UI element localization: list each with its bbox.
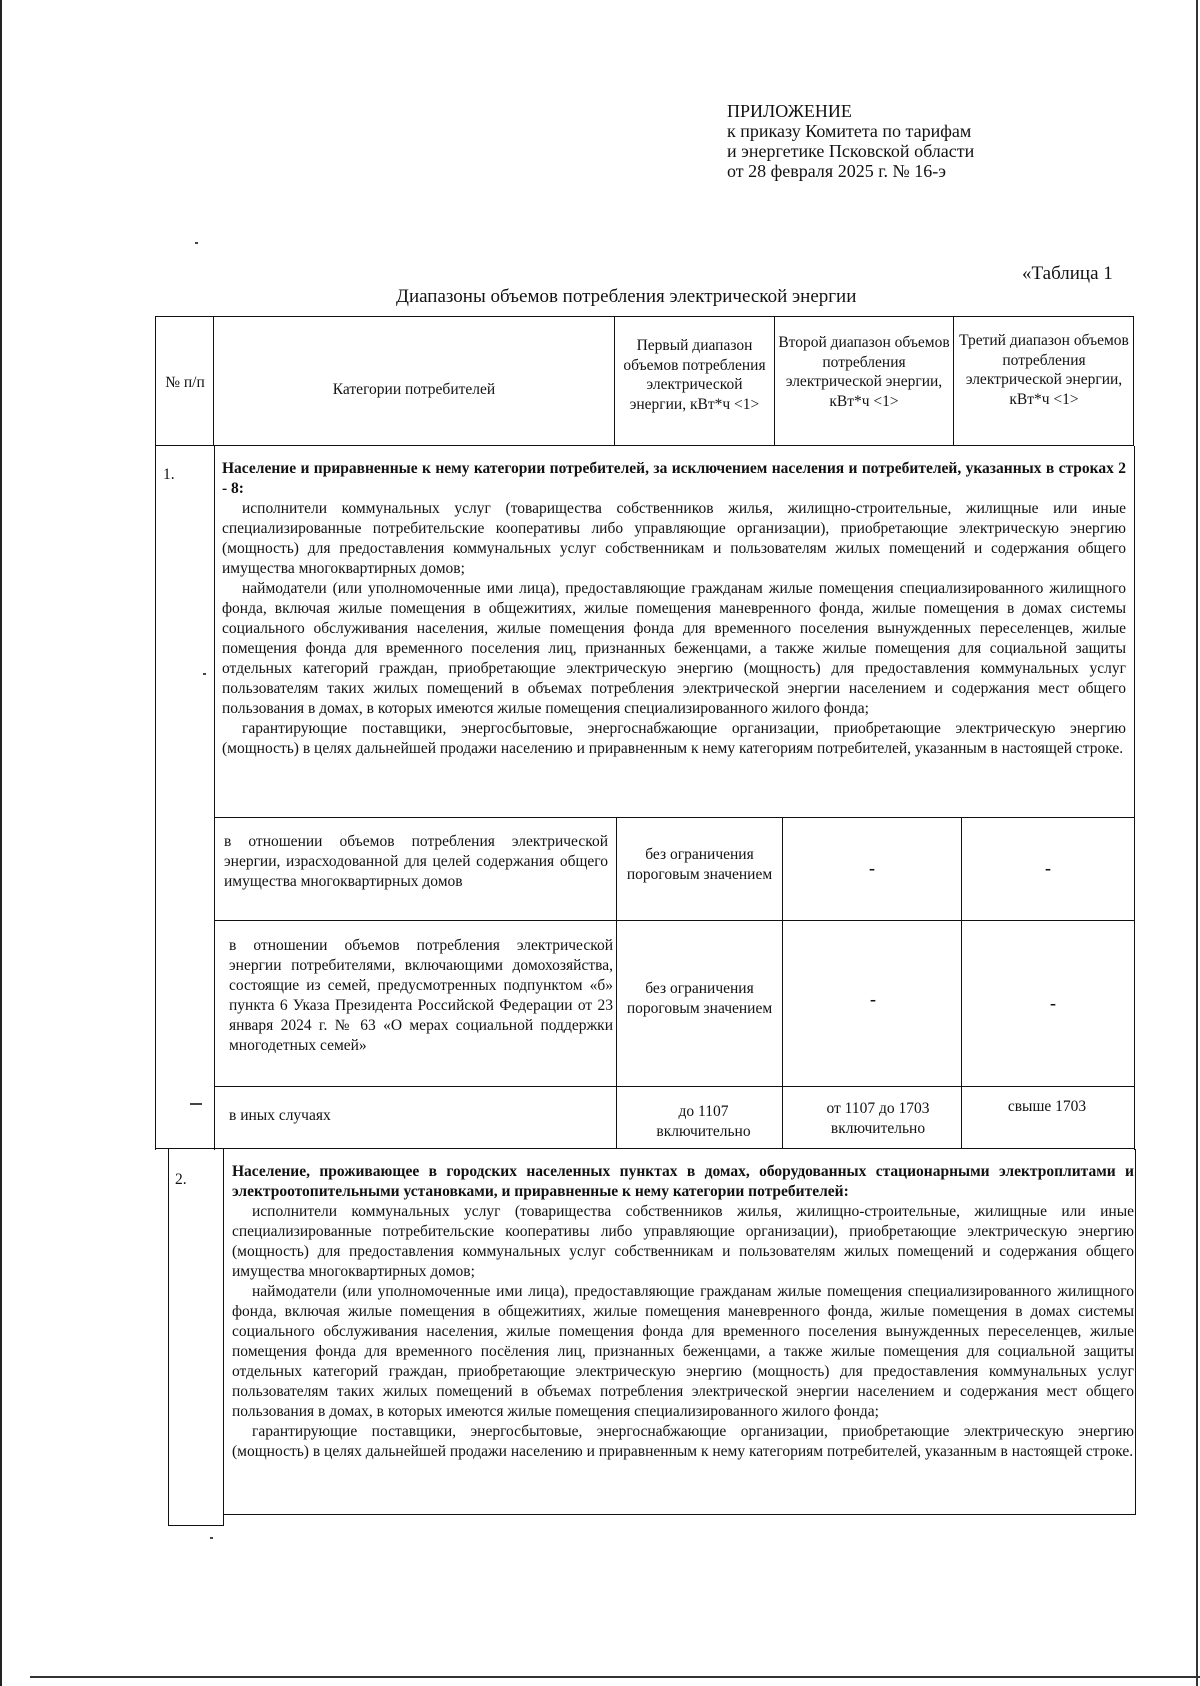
header-range-3: Третий диапазон объемов потребления электрической энергии, кВт*ч <1> bbox=[959, 332, 1129, 408]
header-range-2: Второй диапазон объемов потребления электрической энергии, кВт*ч <1> bbox=[778, 334, 950, 410]
appendix-line-2: к приказу Комитета по тарифам bbox=[727, 121, 972, 141]
scan-edge-bottom bbox=[30, 1676, 1200, 1678]
scan-edge-left bbox=[0, 0, 2, 1686]
section1-left-border bbox=[155, 446, 156, 1150]
header-category: Категории потребителей bbox=[332, 381, 496, 398]
subtable-row-divider bbox=[214, 920, 1135, 921]
table-cell-range-2: - bbox=[869, 858, 875, 878]
section2-paragraph: наймодатели (или уполномоченные ими лица), предоставляющие гражданам жилые помещения специализированного жилищного фонда, включая жилые помещения в общежитиях, жилые помещения маневренного фонда, жилые помещения в домах системы социального обслуживания населения, жилые помещения фонда для временного поселения вынужденных переселенцев, жилые помещения фонда для временного посёления лиц, признанных беженцами, а также жилые помещения для социальной защиты отдельных категорий граждан, приобретающие электрическую энергию (мощность) для предоставления коммунальных услуг пользователям таких жилых помещений в объемах потребления электрической энергии населением и содержания мест общего пользования в домах, в которых имеются жилые помещения специализированного жилого фонда; bbox=[232, 1283, 1134, 1420]
appendix-line-4: от 28 февраля 2025 г. № 16-э bbox=[727, 161, 946, 181]
header-num: № п/п bbox=[165, 374, 205, 391]
section1-heading: Население и приравненные к нему категории потребителей, за исключением населения и потребителей, указанных в строках 2 - 8: bbox=[222, 460, 1126, 497]
scan-speck bbox=[210, 1537, 213, 1539]
section2-inner-bottom bbox=[223, 1514, 1136, 1515]
subtable-col-divider bbox=[782, 817, 783, 1148]
col-divider bbox=[614, 316, 615, 446]
table-cell-range-3: - bbox=[1050, 993, 1056, 1013]
section1-paragraph: гарантирующие поставщики, энергосбытовые, энергоснабжающие организации, приобретающие электрическую энергию (мощность) в целях дальнейшей продажи населению и приравненным к нему категориям потребителей, указанным в настоящей строке. bbox=[222, 720, 1126, 757]
col-divider bbox=[213, 316, 214, 446]
table-cell-range-1: без ограничения пороговым значением bbox=[626, 846, 773, 883]
section1-number: 1. bbox=[163, 466, 175, 483]
col-divider bbox=[774, 316, 775, 446]
table-cell-range-3: свыше 1703 bbox=[1007, 1098, 1087, 1115]
subtable-col-divider bbox=[961, 817, 962, 1148]
col-divider bbox=[953, 316, 954, 446]
section2-paragraph: исполнители коммунальных услуг (товарищества собственников жилья, жилищно-строительные, жилищные или иные специализированные потребительские кооперативы либо управляющие организации), приобретающие электрическую энергию (мощность) для предоставления коммунальных услуг собственникам и пользователям жилых помещений и содержания общего имущества многоквартирных домов; bbox=[232, 1203, 1134, 1280]
section1-paragraph: наймодатели (или уполномоченные ими лица), предоставляющие гражданам жилые помещения специализированного жилищного фонда, включая жилые помещения в общежитиях, жилые помещения маневренного фонда, жилые помещения в домах системы социального обслуживания населения, жилые помещения фонда для временного поселения вынужденных переселенцев, жилые помещения фонда для временного поселения лиц, признанных беженцами, а также жилые помещения для социальной защиты отдельных категорий граждан, приобретающие электрическую энергию (мощность) для предоставления коммунальных услуг пользователям таких жилых помещений в объемах потребления электрической энергии населением и содержания мест общего пользования в домах, в которых имеются жилые помещения специализированного жилого фонда; bbox=[222, 580, 1126, 717]
section1-paragraph: исполнители коммунальных услуг (товарищества собственников жилья, жилищно-строительные, жилищные или иные специализированные потребительские кооперативы либо управляющие организации), приобретающие электрическую энергию (мощность) для предоставления коммунальных услуг собственникам и пользователям жилых помещений и содержания общего имущества многоквартирных домов; bbox=[222, 500, 1126, 577]
section2-text bbox=[232, 1162, 1134, 1462]
section2-number: 2. bbox=[175, 1171, 187, 1188]
section1-num-divider bbox=[214, 446, 215, 1150]
appendix-line-1: ПРИЛОЖЕНИЕ bbox=[727, 101, 852, 121]
table-row-label: в иных случаях bbox=[229, 1107, 331, 1124]
table-row-label: в отношении объемов потребления электрической энергии потребителями, включающими домохозяйства, состоящие из семей, предусмотренных подпунктом «б» пункта 6 Указа Президента Российской Федерации от 23 января 2024 г. № 63 «О мерах социальной поддержки многодетных семей» bbox=[229, 937, 613, 1054]
section2-left-border bbox=[168, 1149, 169, 1525]
scan-speck bbox=[203, 673, 206, 675]
section2-right-border bbox=[1135, 1149, 1136, 1515]
table-reference: «Таблица 1 bbox=[1022, 263, 1113, 284]
subtable-row-divider bbox=[214, 1086, 1135, 1087]
section2-paragraph: гарантирующие поставщики, энергосбытовые, энергоснабжающие организации, приобретающие электрическую энергию (мощность) в целях дальнейшей продажи населению и приравненным к нему категориям потребителей, указанным в настоящей строке. bbox=[232, 1423, 1134, 1460]
table-cell-range-2: - bbox=[870, 989, 876, 1009]
page-title: Диапазоны объемов потребления электрической энергии bbox=[396, 286, 857, 307]
section2-num-bottom bbox=[168, 1525, 224, 1526]
header-range-1: Первый диапазон объемов потребления электрической энергии, кВт*ч <1> bbox=[623, 337, 766, 413]
section2-heading: Население, проживающее в городских населенных пунктах в домах, оборудованных стационарными электроплитами и электроотопительными установками, и приравненные к нему категории потребителей: bbox=[232, 1163, 1134, 1200]
scan-speck bbox=[190, 1103, 202, 1105]
subtable-col-divider bbox=[616, 817, 617, 1148]
table-cell-range-1: до 1107 включительно bbox=[656, 1103, 751, 1140]
table-cell-range-2: от 1107 до 1703 включительно bbox=[826, 1100, 930, 1137]
table-cell-range-3: - bbox=[1045, 858, 1051, 878]
section1-right-border bbox=[1134, 446, 1135, 1150]
subtable-top-border bbox=[214, 817, 1135, 818]
section2-num-divider bbox=[223, 1149, 224, 1525]
scan-speck bbox=[195, 242, 198, 244]
section1-bottom-border bbox=[155, 1148, 1135, 1149]
section1-text bbox=[222, 459, 1126, 759]
appendix-line-3: и энергетике Псковской области bbox=[727, 141, 975, 161]
scan-edge-right bbox=[1196, 0, 1198, 1686]
appendix-block bbox=[727, 101, 974, 181]
table-cell-range-1: без ограничения пороговым значением bbox=[626, 980, 773, 1017]
table-row-label: в отношении объемов потребления электрической энергии, израсходованной для целей содержания общего имущества многоквартирных домов bbox=[224, 833, 608, 890]
